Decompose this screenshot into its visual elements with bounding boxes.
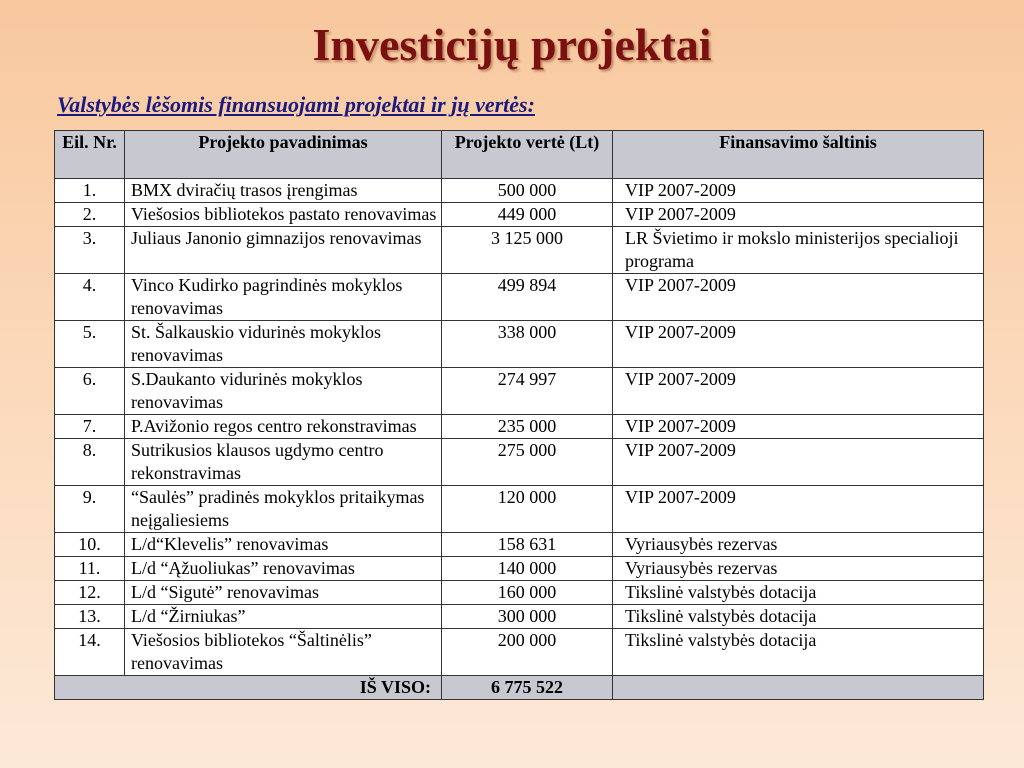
header-source: Finansavimo šaltinis: [613, 131, 984, 179]
row-no: 3.: [55, 227, 125, 274]
row-value: 499 894: [442, 274, 613, 321]
row-no: 6.: [55, 368, 125, 415]
row-value: 3 125 000: [442, 227, 613, 274]
row-name: L/d “Ąžuoliukas” renovavimas: [125, 557, 442, 581]
row-source: VIP 2007-2009: [613, 415, 984, 439]
row-name: Viešosios bibliotekos pastato renovavimas: [125, 203, 442, 227]
row-no: 9.: [55, 486, 125, 533]
row-name: Viešosios bibliotekos “Šaltinėlis” renovavimas: [125, 629, 442, 676]
row-no: 1.: [55, 179, 125, 203]
row-no: 2.: [55, 203, 125, 227]
projects-table: [54, 130, 984, 700]
row-source: Tikslinė valstybės dotacija: [613, 581, 984, 605]
table-row: [55, 439, 984, 486]
total-value: 6 775 522: [442, 676, 613, 700]
header-name: Projekto pavadinimas: [125, 131, 442, 179]
row-no: 5.: [55, 321, 125, 368]
row-source: VIP 2007-2009: [613, 321, 984, 368]
table-row: [55, 533, 984, 557]
row-name: L/d “Žirniukas”: [125, 605, 442, 629]
row-name: Juliaus Janonio gimnazijos renovavimas: [125, 227, 442, 274]
row-source: Tikslinė valstybės dotacija: [613, 605, 984, 629]
row-no: 11.: [55, 557, 125, 581]
row-source: VIP 2007-2009: [613, 368, 984, 415]
row-value: 274 997: [442, 368, 613, 415]
row-source: VIP 2007-2009: [613, 439, 984, 486]
total-label: IŠ VISO:: [55, 676, 442, 700]
table-row: [55, 321, 984, 368]
row-value: 158 631: [442, 533, 613, 557]
table-row: [55, 368, 984, 415]
row-source: VIP 2007-2009: [613, 274, 984, 321]
table-row: [55, 581, 984, 605]
row-no: 13.: [55, 605, 125, 629]
header-value: Projekto vertė (Lt): [442, 131, 613, 179]
row-name: S.Daukanto vidurinės mokyklos renovavimas: [125, 368, 442, 415]
row-value: 500 000: [442, 179, 613, 203]
row-name: L/d “Sigutė” renovavimas: [125, 581, 442, 605]
row-name: BMX dviračių trasos įrengimas: [125, 179, 442, 203]
table-row: [55, 274, 984, 321]
row-name: St. Šalkauskio vidurinės mokyklos renovavimas: [125, 321, 442, 368]
row-no: 8.: [55, 439, 125, 486]
row-name: “Saulės” pradinės mokyklos pritaikymas neįgaliesiems: [125, 486, 442, 533]
row-no: 12.: [55, 581, 125, 605]
table-row: [55, 227, 984, 274]
row-value: 140 000: [442, 557, 613, 581]
row-value: 449 000: [442, 203, 613, 227]
row-name: L/d“Klevelis” renovavimas: [125, 533, 442, 557]
row-value: 120 000: [442, 486, 613, 533]
row-value: 300 000: [442, 605, 613, 629]
table-row: [55, 605, 984, 629]
row-no: 14.: [55, 629, 125, 676]
row-source: VIP 2007-2009: [613, 203, 984, 227]
row-value: 160 000: [442, 581, 613, 605]
table-row: [55, 415, 984, 439]
row-source: Vyriausybės rezervas: [613, 533, 984, 557]
table-row: [55, 629, 984, 676]
row-name: Vinco Kudirko pagrindinės mokyklos renovavimas: [125, 274, 442, 321]
row-value: 200 000: [442, 629, 613, 676]
header-no: Eil. Nr.: [55, 131, 125, 179]
row-source: Vyriausybės rezervas: [613, 557, 984, 581]
row-source: VIP 2007-2009: [613, 179, 984, 203]
row-name: P.Avižonio regos centro rekonstravimas: [125, 415, 442, 439]
total-source-empty: [613, 676, 984, 700]
table-row: [55, 179, 984, 203]
slide-title: Investicijų projektai: [312, 19, 712, 70]
row-source: VIP 2007-2009: [613, 486, 984, 533]
table-row: [55, 486, 984, 533]
row-name: Sutrikusios klausos ugdymo centro rekonstravimas: [125, 439, 442, 486]
projects-table-container: [54, 130, 983, 700]
row-source: Tikslinė valstybės dotacija: [613, 629, 984, 676]
row-source: LR Švietimo ir mokslo ministerijos specialioji programa: [613, 227, 984, 274]
slide-subtitle: Valstybės lėšomis finansuojami projektai ir jų vertės:: [57, 92, 535, 117]
table-row: [55, 557, 984, 581]
row-value: 275 000: [442, 439, 613, 486]
row-no: 4.: [55, 274, 125, 321]
row-value: 235 000: [442, 415, 613, 439]
table-header-row: [55, 131, 984, 179]
table-row: [55, 203, 984, 227]
table-total-row: [55, 676, 984, 700]
row-value: 338 000: [442, 321, 613, 368]
row-no: 10.: [55, 533, 125, 557]
row-no: 7.: [55, 415, 125, 439]
